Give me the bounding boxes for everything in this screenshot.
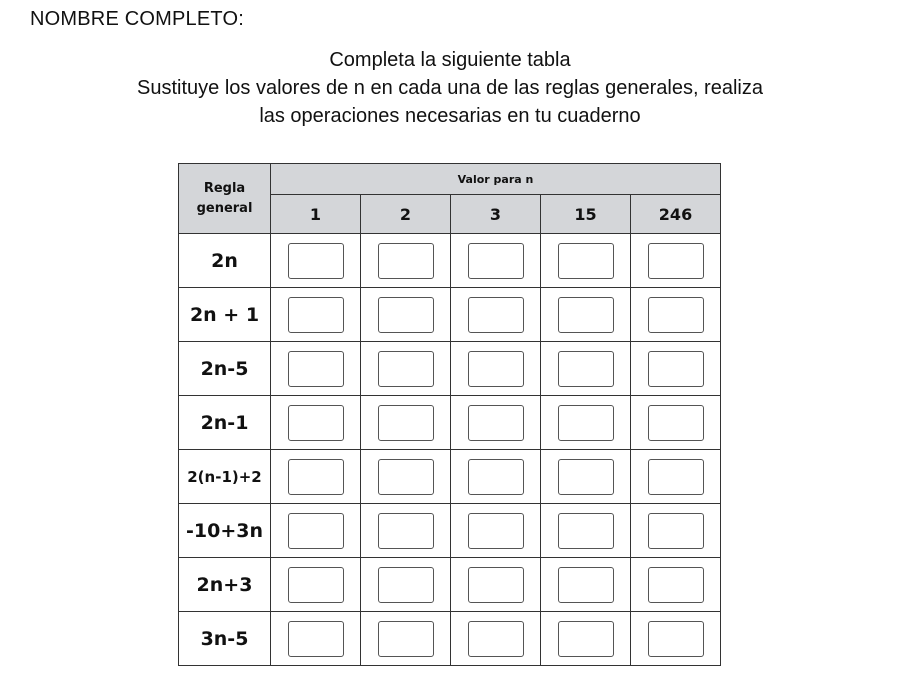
answer-cell bbox=[541, 558, 631, 612]
answer-cell bbox=[631, 396, 721, 450]
answer-input[interactable] bbox=[468, 621, 524, 657]
answer-input[interactable] bbox=[378, 243, 434, 279]
answer-cell bbox=[271, 558, 361, 612]
answer-cell bbox=[451, 504, 541, 558]
answer-cell bbox=[631, 450, 721, 504]
answer-cell bbox=[631, 558, 721, 612]
answer-cell bbox=[631, 612, 721, 666]
answer-cell bbox=[631, 234, 721, 288]
answer-cell bbox=[541, 612, 631, 666]
rule-label: 2(n-1)+2 bbox=[179, 450, 271, 504]
answer-input[interactable] bbox=[648, 351, 704, 387]
answer-input[interactable] bbox=[468, 405, 524, 441]
answer-input[interactable] bbox=[648, 513, 704, 549]
rule-row bbox=[179, 504, 721, 558]
answer-cell bbox=[271, 612, 361, 666]
instruction-line-2: Sustituye los valores de n en cada una de las reglas generales, realiza bbox=[137, 77, 763, 99]
n-value-header: 1 bbox=[271, 195, 361, 234]
n-value-header: 3 bbox=[451, 195, 541, 234]
answer-input[interactable] bbox=[648, 459, 704, 495]
instruction-line-1: Completa la siguiente tabla bbox=[329, 49, 571, 71]
answer-cell bbox=[631, 288, 721, 342]
answer-input[interactable] bbox=[378, 297, 434, 333]
answer-input[interactable] bbox=[288, 243, 344, 279]
answer-input[interactable] bbox=[468, 459, 524, 495]
answer-input[interactable] bbox=[558, 351, 614, 387]
answer-input[interactable] bbox=[648, 621, 704, 657]
answer-input[interactable] bbox=[468, 297, 524, 333]
rule-row bbox=[179, 558, 721, 612]
answer-cell bbox=[361, 396, 451, 450]
answer-input[interactable] bbox=[468, 513, 524, 549]
rule-row bbox=[179, 612, 721, 666]
answer-cell bbox=[271, 450, 361, 504]
answer-input[interactable] bbox=[378, 405, 434, 441]
answer-cell bbox=[541, 288, 631, 342]
answer-cell bbox=[361, 450, 451, 504]
answer-cell bbox=[361, 288, 451, 342]
answer-cell bbox=[541, 234, 631, 288]
answer-cell bbox=[361, 342, 451, 396]
answer-cell bbox=[451, 396, 541, 450]
rule-label: 2n + 1 bbox=[179, 288, 271, 342]
answer-input[interactable] bbox=[468, 243, 524, 279]
rule-label: 2n-5 bbox=[179, 342, 271, 396]
answer-cell bbox=[631, 342, 721, 396]
answer-input[interactable] bbox=[288, 405, 344, 441]
answer-input[interactable] bbox=[558, 459, 614, 495]
answer-cell bbox=[451, 234, 541, 288]
answer-input[interactable] bbox=[558, 513, 614, 549]
answer-cell bbox=[271, 234, 361, 288]
answer-cell bbox=[451, 558, 541, 612]
answer-cell bbox=[451, 342, 541, 396]
answer-cell bbox=[361, 504, 451, 558]
answer-cell bbox=[271, 342, 361, 396]
answer-cell bbox=[271, 396, 361, 450]
rule-row bbox=[179, 450, 721, 504]
answer-cell bbox=[451, 612, 541, 666]
n-value-header: 246 bbox=[631, 195, 721, 234]
answer-input[interactable] bbox=[648, 243, 704, 279]
answer-cell bbox=[271, 504, 361, 558]
answer-cell bbox=[541, 396, 631, 450]
answer-cell bbox=[541, 342, 631, 396]
answer-cell bbox=[541, 504, 631, 558]
answer-input[interactable] bbox=[288, 621, 344, 657]
instruction-line-3: las operaciones necesarias en tu cuaderno bbox=[259, 105, 641, 127]
rule-row bbox=[179, 288, 721, 342]
rule-label: 2n-1 bbox=[179, 396, 271, 450]
answer-cell bbox=[541, 450, 631, 504]
rule-row bbox=[179, 342, 721, 396]
answer-input[interactable] bbox=[378, 567, 434, 603]
answer-input[interactable] bbox=[648, 405, 704, 441]
n-value-group-header: Valor para n bbox=[271, 164, 721, 195]
answer-input[interactable] bbox=[648, 567, 704, 603]
answer-cell bbox=[361, 612, 451, 666]
answer-cell bbox=[631, 504, 721, 558]
answer-cell bbox=[361, 558, 451, 612]
answer-input[interactable] bbox=[378, 621, 434, 657]
rule-row bbox=[179, 234, 721, 288]
answer-input[interactable] bbox=[468, 567, 524, 603]
instructions bbox=[0, 46, 900, 130]
n-value-header: 15 bbox=[541, 195, 631, 234]
answer-input[interactable] bbox=[288, 297, 344, 333]
answer-input[interactable] bbox=[558, 243, 614, 279]
answer-input[interactable] bbox=[378, 513, 434, 549]
answer-input[interactable] bbox=[288, 567, 344, 603]
rule-label: -10+3n bbox=[179, 504, 271, 558]
rules-table bbox=[178, 163, 721, 666]
full-name-label: NOMBRE COMPLETO: bbox=[30, 8, 244, 30]
answer-cell bbox=[451, 288, 541, 342]
answer-input[interactable] bbox=[558, 405, 614, 441]
rule-header-line-1: Regla bbox=[203, 180, 246, 196]
rule-row bbox=[179, 396, 721, 450]
answer-input[interactable] bbox=[468, 351, 524, 387]
answer-input[interactable] bbox=[558, 621, 614, 657]
answer-input[interactable] bbox=[288, 459, 344, 495]
rule-label: 2n+3 bbox=[179, 558, 271, 612]
answer-cell bbox=[271, 288, 361, 342]
answer-input[interactable] bbox=[558, 297, 614, 333]
answer-input[interactable] bbox=[378, 351, 434, 387]
rule-label: 2n bbox=[179, 234, 271, 288]
answer-cell bbox=[451, 450, 541, 504]
answer-input[interactable] bbox=[288, 513, 344, 549]
rule-header-line-2: general bbox=[196, 200, 253, 216]
rule-column-header bbox=[179, 164, 271, 234]
answer-input[interactable] bbox=[378, 459, 434, 495]
rule-label: 3n-5 bbox=[179, 612, 271, 666]
answer-input[interactable] bbox=[288, 351, 344, 387]
answer-input[interactable] bbox=[558, 567, 614, 603]
answer-cell bbox=[361, 234, 451, 288]
n-value-header: 2 bbox=[361, 195, 451, 234]
answer-input[interactable] bbox=[648, 297, 704, 333]
